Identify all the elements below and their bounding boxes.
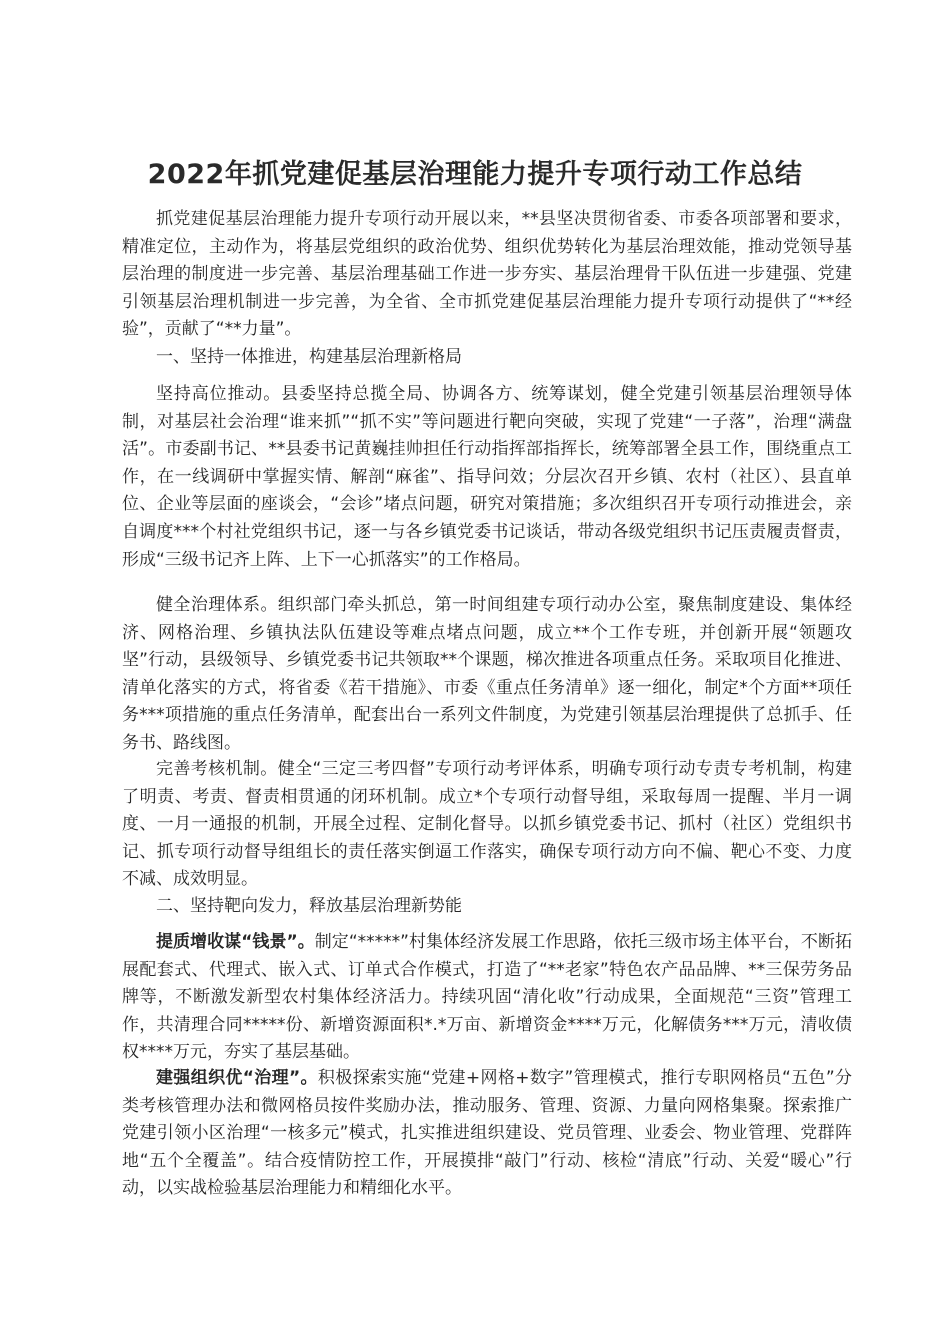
section-2-heading: 二、坚持靶向发力，释放基层治理新势能 <box>156 896 462 916</box>
paragraph-body: 制定“*****”村集体经济发展工作思路，依托三级市场主体平台，不断拓展配套式、代理式、嵌入式、订单式合作模式，打造了“**老家”特色农产品品牌、**三保劳务品牌等，不断激发新型农村集体经济活力。持续巩固“清化收”行动成果，全面规范“三资”管理工作，共清理合同*****份、新增资源面积*.*万亩、新增资金****万元，化解债务***万元，清收债权****万元，夯实了基层基础。 <box>122 932 852 1063</box>
paragraph-lead: 提质增收谋“钱景”。 <box>156 932 315 952</box>
section-2-paragraph <box>122 1065 852 1203</box>
intro-paragraph: 抓党建促基层治理能力提升专项行动开展以来，**县坚决贯彻省委、市委各项部署和要求，精准定位，主动作为，将基层党组织的政治优势、组织优势转化为基层治理效能，推动党领导基层治理的制度进一步完善、基层治理基础工作进一步夯实、基层治理骨干队伍进一步建强、党建引领基层治理机制进一步完善，为全省、全市抓党建促基层治理能力提升专项行动提供了“**经验”，贡献了“**力量”。 <box>122 209 852 340</box>
section-2-paragraph <box>122 929 852 1067</box>
section-1-paragraph: 坚持高位推动。县委坚持总揽全局、协调各方、统筹谋划，健全党建引领基层治理领导体制，对基层社会治理“谁来抓”“抓不实”等问题进行靶向突破，实现了党建“一子落”，治理“满盘活”。市委副书记、**县委书记黄巍挂帅担任行动指挥部指挥长，统筹部署全县工作，围绕重点工作，在一线调研中掌握实情、解剖“麻雀”、指导问效；分层次召开乡镇、农村（社区）、县直单位、企业等层面的座谈会，“会诊”堵点问题，研究对策措施；多次组织召开专项行动推进会，亲自调度***个村社党组织书记，逐一与各乡镇党委书记谈话，带动各级党组织书记压责履责督责，形成“三级书记齐上阵、上下一心抓落实”的工作格局。 <box>122 384 852 570</box>
section-1-paragraph: 健全治理体系。组织部门牵头抓总，第一时间组建专项行动办公室，聚焦制度建设、集体经济、网格治理、乡镇执法队伍建设等难点堵点问题，成立**个工作专班，并创新开展“领题攻坚”行动，县级领导、乡镇党委书记共领取**个课题，梯次推进各项重点任务。采取项目化推进、清单化落实的方式，将省委《若干措施》、市委《重点任务清单》逐一细化，制定*个方面**项任务***项措施的重点任务清单，配套出台一系列文件制度，为党建引领基层治理提供了总抓手、任务书、路线图。 <box>122 595 852 753</box>
paragraph-body: 积极探索实施“党建+网格+数字”管理模式，推行专职网格员“五色”分类考核管理办法和微网格员按件奖励办法，推动服务、管理、资源、力量向网格集聚。探索推广党建引领小区治理“一核多元”模式，扎实推进组织建设、党员管理、业委会、物业管理、党群阵地“五个全覆盖”。结合疫情防控工作，开展摸排“敲门”行动、核检“清底”行动、关爱“暖心”行动，以实战检验基层治理能力和精细化水平。 <box>122 1068 852 1199</box>
section-1-paragraph: 完善考核机制。健全“三定三考四督”专项行动考评体系，明确专项行动专责专考机制，构建了明责、考责、督责相贯通的闭环机制。成立*个专项行动督导组，采取每周一提醒、半月一调度、一月一通报的机制，开展全过程、定制化督导。以抓乡镇党委书记、抓村（社区）党组织书记、抓专项行动督导组组长的责任落实倒逼工作落实，确保专项行动方向不偏、靶心不变、力度不减、成效明显。 <box>122 759 852 890</box>
paragraph-lead: 建强组织优“治理”。 <box>156 1068 318 1088</box>
section-1-heading: 一、坚持一体推进，构建基层治理新格局 <box>156 347 462 367</box>
document-title: 2022年抓党建促基层治理能力提升专项行动工作总结 <box>147 159 803 190</box>
